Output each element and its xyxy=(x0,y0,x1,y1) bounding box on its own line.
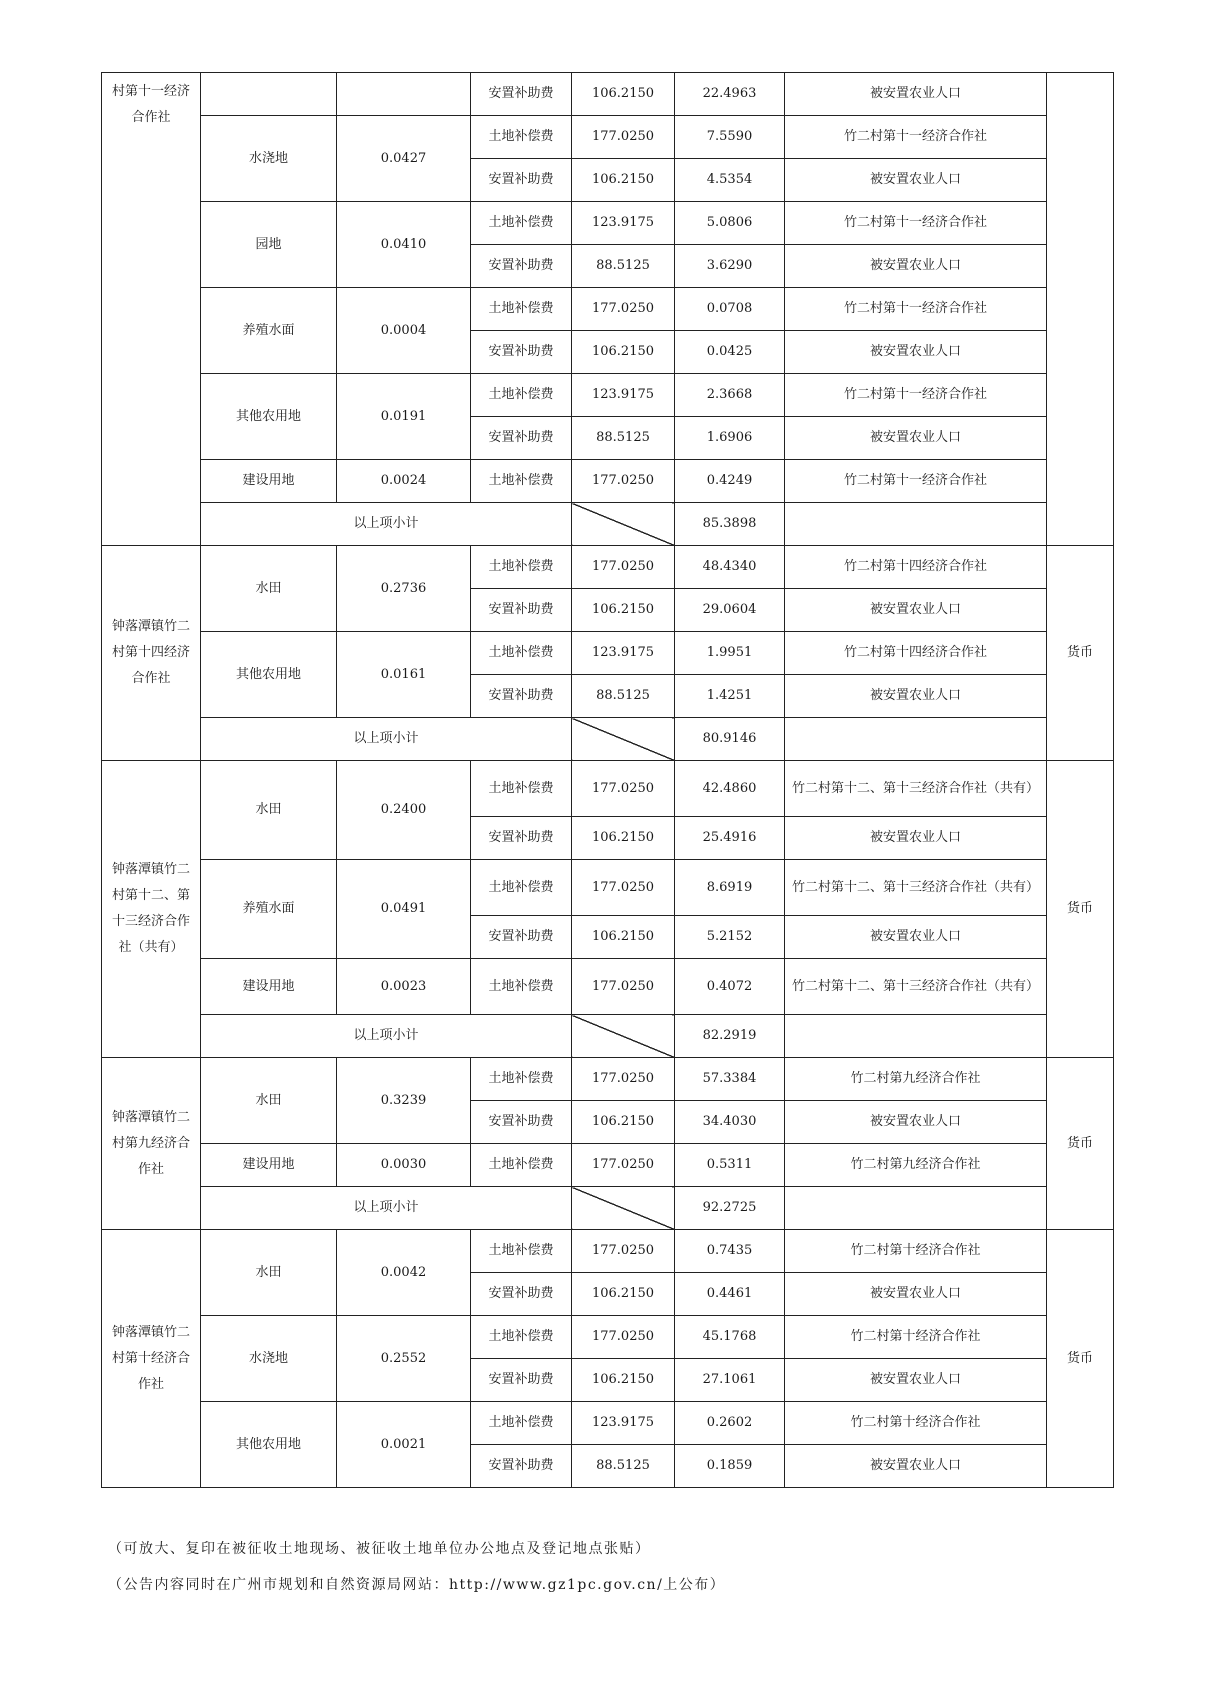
subtotal-amount: 80.9146 xyxy=(675,718,785,761)
land-type-cell: 其他农用地 xyxy=(201,374,337,460)
standard-cell: 177.0250 xyxy=(572,288,675,331)
standard-cell: 123.9175 xyxy=(572,1402,675,1445)
diagonal-empty-cell xyxy=(572,1015,675,1058)
amount-cell: 0.7435 xyxy=(675,1230,785,1273)
fee-type-cell: 土地补偿费 xyxy=(471,202,572,245)
table-row xyxy=(102,1144,1114,1187)
area-cell: 0.0491 xyxy=(337,860,471,959)
payment-method-cell: 货币 xyxy=(1047,1230,1114,1488)
payee-cell: 被安置农业人口 xyxy=(785,73,1047,116)
area-cell: 0.0024 xyxy=(337,460,471,503)
area-cell: 0.0161 xyxy=(337,632,471,718)
standard-cell: 88.5125 xyxy=(572,675,675,718)
amount-cell: 0.1859 xyxy=(675,1445,785,1488)
org-cell: 钟落潭镇竹二村第十二、第十三经济合作社（共有） xyxy=(102,761,201,1058)
amount-cell: 0.4249 xyxy=(675,460,785,503)
amount-cell: 7.5590 xyxy=(675,116,785,159)
table-row xyxy=(102,761,1114,817)
subtotal-row xyxy=(102,718,1114,761)
fee-type-cell: 土地补偿费 xyxy=(471,288,572,331)
standard-cell: 177.0250 xyxy=(572,460,675,503)
payee-cell: 竹二村第十一经济合作社 xyxy=(785,116,1047,159)
payee-cell: 被安置农业人口 xyxy=(785,916,1047,959)
fee-type-cell: 土地补偿费 xyxy=(471,116,572,159)
land-type-cell: 水浇地 xyxy=(201,1316,337,1402)
standard-cell: 177.0250 xyxy=(572,761,675,817)
diagonal-empty-cell xyxy=(572,503,675,546)
standard-cell: 88.5125 xyxy=(572,1445,675,1488)
payee-cell: 被安置农业人口 xyxy=(785,817,1047,860)
payee-cell: 竹二村第十一经济合作社 xyxy=(785,288,1047,331)
amount-cell: 0.0425 xyxy=(675,331,785,374)
footnote-posting: （可放大、复印在被征收土地现场、被征收土地单位办公地点及登记地点张贴） xyxy=(108,1541,651,1557)
subtotal-empty-cell xyxy=(785,718,1047,761)
fee-type-cell: 土地补偿费 xyxy=(471,1058,572,1101)
standard-cell: 177.0250 xyxy=(572,1230,675,1273)
standard-cell: 177.0250 xyxy=(572,959,675,1015)
fee-type-cell: 安置补助费 xyxy=(471,589,572,632)
subtotal-label: 以上项小计 xyxy=(201,503,572,546)
subtotal-amount: 82.2919 xyxy=(675,1015,785,1058)
amount-cell: 4.5354 xyxy=(675,159,785,202)
fee-type-cell: 土地补偿费 xyxy=(471,761,572,817)
table-row xyxy=(102,116,1114,159)
payee-cell: 竹二村第十经济合作社 xyxy=(785,1402,1047,1445)
payee-cell: 被安置农业人口 xyxy=(785,1101,1047,1144)
table-row xyxy=(102,546,1114,589)
area-cell: 0.0030 xyxy=(337,1144,471,1187)
fee-type-cell: 土地补偿费 xyxy=(471,460,572,503)
fee-type-cell: 安置补助费 xyxy=(471,159,572,202)
subtotal-empty-cell xyxy=(785,1187,1047,1230)
subtotal-amount: 85.3898 xyxy=(675,503,785,546)
standard-cell: 106.2150 xyxy=(572,331,675,374)
fee-type-cell: 安置补助费 xyxy=(471,1273,572,1316)
standard-cell: 106.2150 xyxy=(572,589,675,632)
land-type-cell: 水田 xyxy=(201,761,337,860)
payee-cell: 被安置农业人口 xyxy=(785,1445,1047,1488)
payee-cell: 被安置农业人口 xyxy=(785,245,1047,288)
payee-cell: 竹二村第十二、第十三经济合作社（共有） xyxy=(785,761,1047,817)
amount-cell: 27.1061 xyxy=(675,1359,785,1402)
payee-cell: 竹二村第九经济合作社 xyxy=(785,1144,1047,1187)
area-cell: 0.0023 xyxy=(337,959,471,1015)
subtotal-empty-cell xyxy=(785,1015,1047,1058)
subtotal-row xyxy=(102,1015,1114,1058)
subtotal-row xyxy=(102,1187,1114,1230)
fee-type-cell: 土地补偿费 xyxy=(471,1144,572,1187)
payee-cell: 被安置农业人口 xyxy=(785,331,1047,374)
payee-cell: 竹二村第十一经济合作社 xyxy=(785,460,1047,503)
standard-cell: 106.2150 xyxy=(572,1101,675,1144)
payee-cell: 竹二村第十经济合作社 xyxy=(785,1316,1047,1359)
org-cell: 钟落潭镇竹二村第十四经济合作社 xyxy=(102,546,201,761)
standard-cell: 123.9175 xyxy=(572,202,675,245)
land-type-cell: 水浇地 xyxy=(201,116,337,202)
fee-type-cell: 安置补助费 xyxy=(471,417,572,460)
standard-cell: 88.5125 xyxy=(572,417,675,460)
fee-type-cell: 土地补偿费 xyxy=(471,959,572,1015)
land-type-cell xyxy=(201,73,337,116)
area-cell: 0.0021 xyxy=(337,1402,471,1488)
fee-type-cell: 土地补偿费 xyxy=(471,1402,572,1445)
standard-cell: 177.0250 xyxy=(572,1316,675,1359)
table-row xyxy=(102,202,1114,245)
area-cell: 0.0004 xyxy=(337,288,471,374)
payee-cell: 竹二村第十二、第十三经济合作社（共有） xyxy=(785,860,1047,916)
land-type-cell: 园地 xyxy=(201,202,337,288)
payee-cell: 被安置农业人口 xyxy=(785,1359,1047,1402)
subtotal-label: 以上项小计 xyxy=(201,1187,572,1230)
standard-cell: 106.2150 xyxy=(572,159,675,202)
payee-cell: 竹二村第九经济合作社 xyxy=(785,1058,1047,1101)
fee-type-cell: 土地补偿费 xyxy=(471,1230,572,1273)
amount-cell: 34.4030 xyxy=(675,1101,785,1144)
land-type-cell: 水田 xyxy=(201,1058,337,1144)
amount-cell: 48.4340 xyxy=(675,546,785,589)
fee-type-cell: 安置补助费 xyxy=(471,916,572,959)
amount-cell: 2.3668 xyxy=(675,374,785,417)
table-row xyxy=(102,1402,1114,1445)
standard-cell: 177.0250 xyxy=(572,860,675,916)
land-type-cell: 水田 xyxy=(201,1230,337,1316)
standard-cell: 106.2150 xyxy=(572,1359,675,1402)
table-row xyxy=(102,374,1114,417)
table-row xyxy=(102,1058,1114,1101)
fee-type-cell: 土地补偿费 xyxy=(471,860,572,916)
fee-type-cell: 安置补助费 xyxy=(471,1359,572,1402)
fee-type-cell: 土地补偿费 xyxy=(471,632,572,675)
fee-type-cell: 安置补助费 xyxy=(471,73,572,116)
land-type-cell: 养殖水面 xyxy=(201,860,337,959)
subtotal-label: 以上项小计 xyxy=(201,1015,572,1058)
amount-cell: 42.4860 xyxy=(675,761,785,817)
amount-cell: 1.4251 xyxy=(675,675,785,718)
subtotal-amount: 92.2725 xyxy=(675,1187,785,1230)
fee-type-cell: 安置补助费 xyxy=(471,675,572,718)
payee-cell: 竹二村第十一经济合作社 xyxy=(785,202,1047,245)
land-type-cell: 建设用地 xyxy=(201,460,337,503)
table-row xyxy=(102,288,1114,331)
payee-cell: 被安置农业人口 xyxy=(785,675,1047,718)
area-cell: 0.2400 xyxy=(337,761,471,860)
amount-cell: 22.4963 xyxy=(675,73,785,116)
payee-cell: 被安置农业人口 xyxy=(785,589,1047,632)
fee-type-cell: 安置补助费 xyxy=(471,1101,572,1144)
standard-cell: 106.2150 xyxy=(572,1273,675,1316)
area-cell: 0.0042 xyxy=(337,1230,471,1316)
amount-cell: 29.0604 xyxy=(675,589,785,632)
footnote-website: （公告内容同时在广州市规划和自然资源局网站：http://www.gz1pc.gov.cn/上公布） xyxy=(108,1577,726,1593)
land-type-cell: 建设用地 xyxy=(201,959,337,1015)
amount-cell: 0.4461 xyxy=(675,1273,785,1316)
org-cell: 村第十一经济合作社 xyxy=(102,73,201,546)
table-row xyxy=(102,73,1114,116)
amount-cell: 1.6906 xyxy=(675,417,785,460)
fee-type-cell: 土地补偿费 xyxy=(471,546,572,589)
area-cell: 0.0191 xyxy=(337,374,471,460)
area-cell: 0.0410 xyxy=(337,202,471,288)
org-cell: 钟落潭镇竹二村第十经济合作社 xyxy=(102,1230,201,1488)
land-type-cell: 其他农用地 xyxy=(201,632,337,718)
table-row xyxy=(102,632,1114,675)
standard-cell: 123.9175 xyxy=(572,374,675,417)
fee-type-cell: 安置补助费 xyxy=(471,1445,572,1488)
standard-cell: 177.0250 xyxy=(572,116,675,159)
subtotal-empty-cell xyxy=(785,503,1047,546)
payee-cell: 竹二村第十四经济合作社 xyxy=(785,632,1047,675)
diagonal-empty-cell xyxy=(572,718,675,761)
land-type-cell: 养殖水面 xyxy=(201,288,337,374)
subtotal-label: 以上项小计 xyxy=(201,718,572,761)
area-cell: 0.0427 xyxy=(337,116,471,202)
amount-cell: 5.0806 xyxy=(675,202,785,245)
diagonal-empty-cell xyxy=(572,1187,675,1230)
payee-cell: 竹二村第十经济合作社 xyxy=(785,1230,1047,1273)
fee-type-cell: 安置补助费 xyxy=(471,331,572,374)
amount-cell: 0.5311 xyxy=(675,1144,785,1187)
standard-cell: 177.0250 xyxy=(572,546,675,589)
payee-cell: 被安置农业人口 xyxy=(785,159,1047,202)
area-cell: 0.2736 xyxy=(337,546,471,632)
amount-cell: 25.4916 xyxy=(675,817,785,860)
fee-type-cell: 土地补偿费 xyxy=(471,1316,572,1359)
fee-type-cell: 土地补偿费 xyxy=(471,374,572,417)
table-row xyxy=(102,959,1114,1015)
area-cell: 0.3239 xyxy=(337,1058,471,1144)
table-row xyxy=(102,1316,1114,1359)
amount-cell: 8.6919 xyxy=(675,860,785,916)
compensation-table xyxy=(101,72,1114,1488)
standard-cell: 177.0250 xyxy=(572,1058,675,1101)
payment-method-cell: 货币 xyxy=(1047,1058,1114,1230)
payment-method-cell: 货币 xyxy=(1047,761,1114,1058)
land-type-cell: 其他农用地 xyxy=(201,1402,337,1488)
table-row xyxy=(102,860,1114,916)
area-cell: 0.2552 xyxy=(337,1316,471,1402)
payee-cell: 被安置农业人口 xyxy=(785,1273,1047,1316)
subtotal-row xyxy=(102,503,1114,546)
amount-cell: 45.1768 xyxy=(675,1316,785,1359)
table-row xyxy=(102,1230,1114,1273)
fee-type-cell: 安置补助费 xyxy=(471,245,572,288)
payee-cell: 被安置农业人口 xyxy=(785,417,1047,460)
amount-cell: 3.6290 xyxy=(675,245,785,288)
table-row xyxy=(102,460,1114,503)
org-cell: 钟落潭镇竹二村第九经济合作社 xyxy=(102,1058,201,1230)
amount-cell: 1.9951 xyxy=(675,632,785,675)
standard-cell: 106.2150 xyxy=(572,916,675,959)
payee-cell: 竹二村第十四经济合作社 xyxy=(785,546,1047,589)
payment-method-cell: 货币 xyxy=(1047,546,1114,761)
amount-cell: 57.3384 xyxy=(675,1058,785,1101)
amount-cell: 0.4072 xyxy=(675,959,785,1015)
area-cell xyxy=(337,73,471,116)
standard-cell: 106.2150 xyxy=(572,817,675,860)
standard-cell: 177.0250 xyxy=(572,1144,675,1187)
standard-cell: 106.2150 xyxy=(572,73,675,116)
standard-cell: 123.9175 xyxy=(572,632,675,675)
payment-method-cell xyxy=(1047,73,1114,546)
land-type-cell: 建设用地 xyxy=(201,1144,337,1187)
standard-cell: 88.5125 xyxy=(572,245,675,288)
amount-cell: 5.2152 xyxy=(675,916,785,959)
payee-cell: 竹二村第十一经济合作社 xyxy=(785,374,1047,417)
land-type-cell: 水田 xyxy=(201,546,337,632)
fee-type-cell: 安置补助费 xyxy=(471,817,572,860)
payee-cell: 竹二村第十二、第十三经济合作社（共有） xyxy=(785,959,1047,1015)
amount-cell: 0.0708 xyxy=(675,288,785,331)
amount-cell: 0.2602 xyxy=(675,1402,785,1445)
